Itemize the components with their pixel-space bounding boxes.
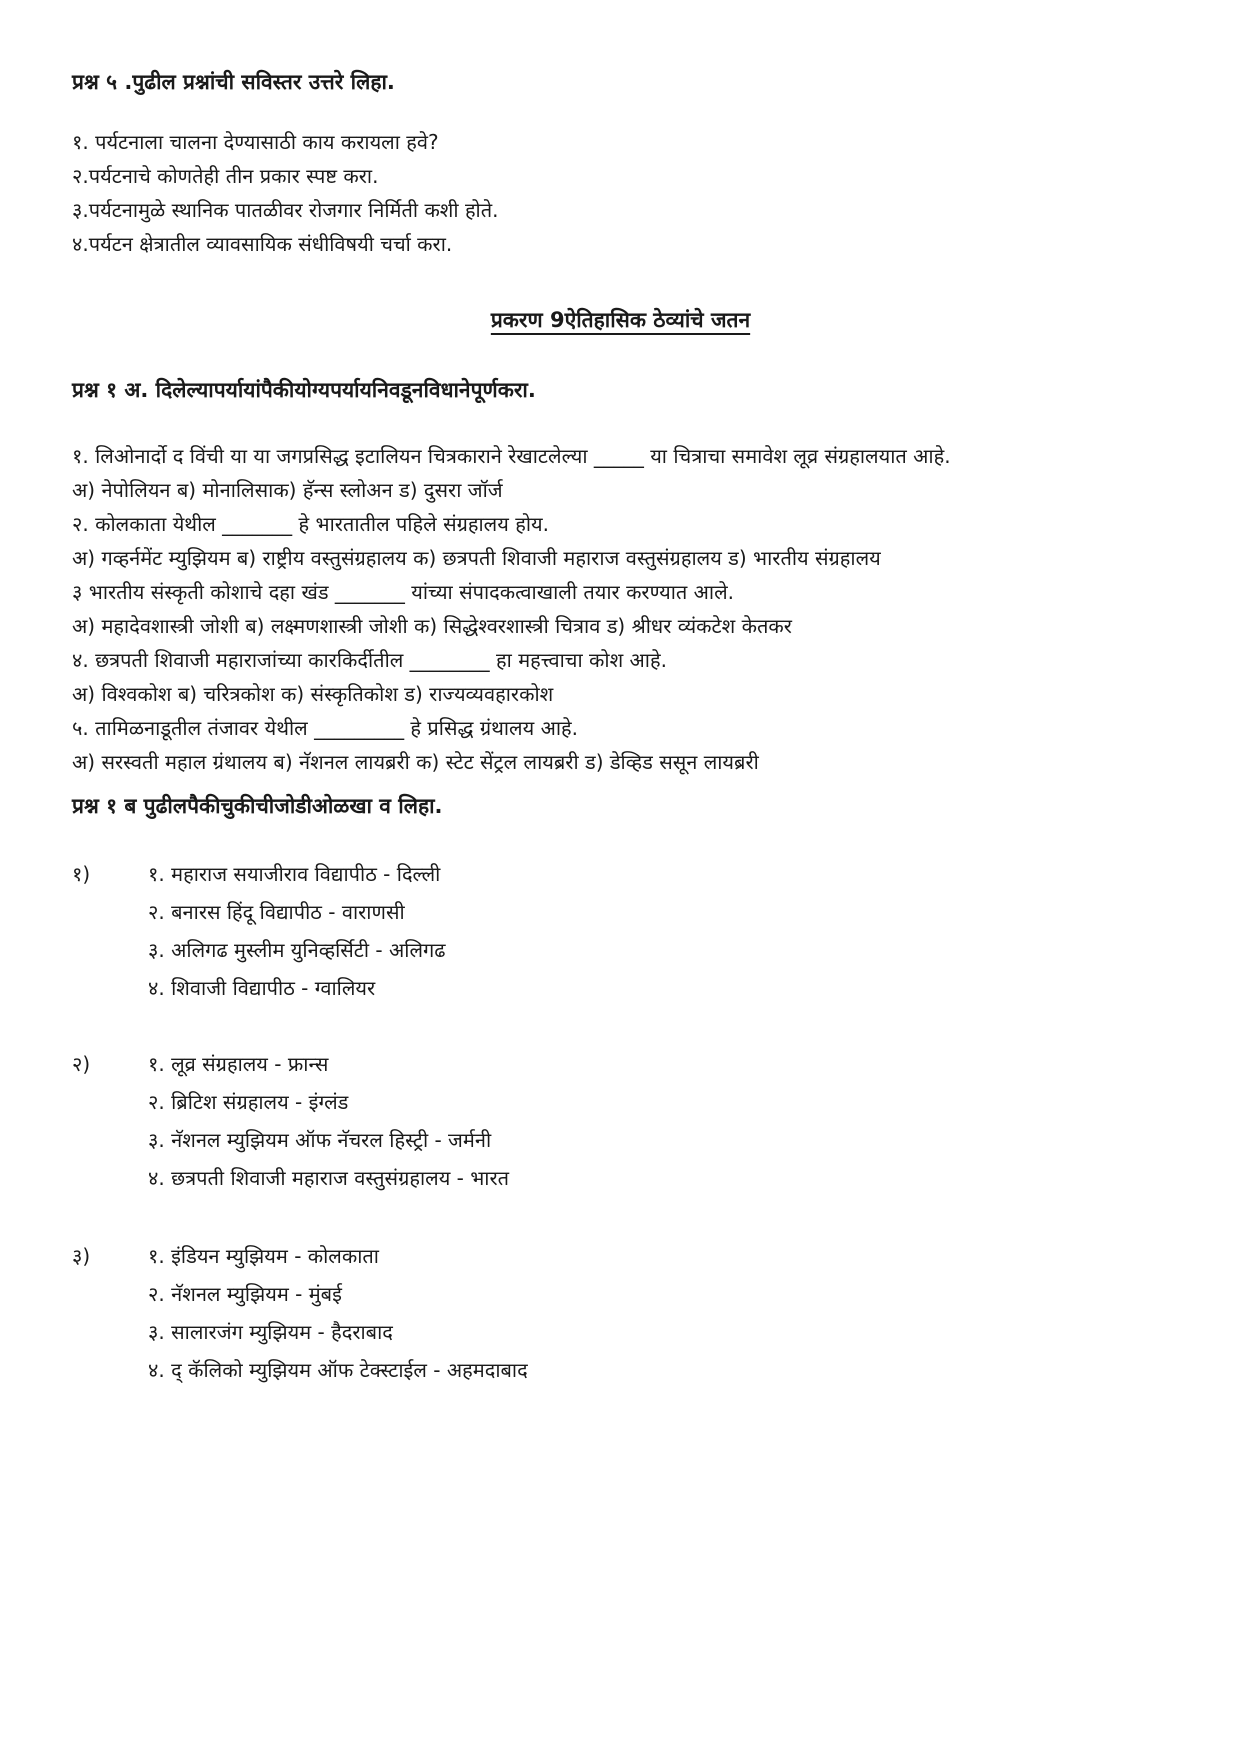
q5-heading: प्रश्न ५ .पुढील प्रश्नांची सविस्तर उत्तरे लिहा. [72, 70, 395, 94]
q1b-group-1-item-2: २. बनारस हिंदू विद्यापीठ - वाराणसी [148, 900, 405, 924]
q5-item-1: १. पर्यटनाला चालना देण्यासाठी काय करायला हवे? [72, 130, 439, 154]
q1b-group-2-item-3: ३. नॅशनल म्युझियम ऑफ नॅचरल हिस्ट्री - जर्मनी [148, 1128, 492, 1152]
q1b-group-2-item-2: २. ब्रिटिश संग्रहालय - इंग्लंड [148, 1090, 349, 1114]
q1b-group-1-item-1: १. महाराज सयाजीराव विद्यापीठ - दिल्ली [148, 862, 441, 886]
q5-item-4: ४.पर्यटन क्षेत्रातील व्यावसायिक संधीविषयी चर्चा करा. [72, 232, 453, 256]
q1a-heading: प्रश्न १ अ. दिलेल्यापर्यायांपैकीयोग्यपर्यायनिवडूनविधानेपूर्णकरा. [72, 378, 536, 402]
q1a-line-7: ४. छत्रपती शिवाजी महाराजांच्या कारकिर्दीतील ________ हा महत्त्वाचा कोश आहे. [72, 648, 667, 672]
q1a-line-5: ३ भारतीय संस्कृती कोशाचे दहा खंड _______ यांच्या संपादकत्वाखाली तयार करण्यात आले. [72, 580, 735, 604]
q1a-line-2: अ) नेपोलियन ब) मोनालिसाक) हॅन्स स्लोअन ड) दुसरा जॉर्ज [72, 478, 503, 502]
chapter-title [0, 304, 1241, 336]
q1b-group-2-item-4: ४. छत्रपती शिवाजी महाराज वस्तुसंग्रहालय - भारत [148, 1166, 510, 1190]
q1b-group-3-number: ३) [72, 1244, 91, 1268]
q1a-line-9: ५. तामिळनाडूतील तंजावर येथील _________ हे प्रसिद्ध ग्रंथालय आहे. [72, 716, 578, 740]
q1a-line-6: अ) महादेवशास्त्री जोशी ब) लक्ष्मणशास्त्री जोशी क) सिद्धेश्वरशास्त्री चित्राव ड) श्रीधर व्यंकटेश केतकर [72, 614, 792, 638]
q1a-line-1: १. लिओनार्दो द विंची या या जगप्रसिद्ध इटालियन चित्रकाराने रेखाटलेल्या _____ या चित्राचा समावेश लूव्र संग्रहालयात आहे. [72, 444, 951, 468]
q1b-heading: प्रश्न १ ब पुढीलपैकीचुकीचीजोडीओळखा व लिहा. [72, 794, 443, 818]
q1a-line-8: अ) विश्वकोश ब) चरित्रकोश क) संस्कृतिकोश ड) राज्यव्यवहारकोश [72, 682, 554, 706]
q1b-group-1-item-3: ३. अलिगढ मुस्लीम युनिव्हर्सिटी - अलिगढ [148, 938, 446, 962]
q5-item-3: ३.पर्यटनामुळे स्थानिक पातळीवर रोजगार निर्मिती कशी होते. [72, 198, 499, 222]
q1b-group-3-item-3: ३. सालारजंग म्युझियम - हैदराबाद [148, 1320, 393, 1344]
q1b-group-3-item-1: १. इंडियन म्युझियम - कोलकाता [148, 1244, 379, 1268]
q1b-group-1-number: १) [72, 862, 91, 886]
chapter-title-text: प्रकरण 9ऐतिहासिक ठेव्यांचे जतन [490, 308, 751, 332]
q1a-line-4: अ) गव्हर्नमेंट म्युझियम ब) राष्ट्रीय वस्तुसंग्रहालय क) छत्रपती शिवाजी महाराज वस्तुसंग्रहालय ड) भारतीय संग्रहालय [72, 546, 881, 570]
q1b-group-1-item-4: ४. शिवाजी विद्यापीठ - ग्वालियर [148, 976, 376, 1000]
q1a-line-3: २. कोलकाता येथील _______ हे भारतातील पहिले संग्रहालय होय. [72, 512, 549, 536]
q1b-group-2-item-1: १. लूव्र संग्रहालय - फ्रान्स [148, 1052, 329, 1076]
q1b-group-3-item-4: ४. द् कॅलिको म्युझियम ऑफ टेक्स्टाईल - अहमदाबाद [148, 1358, 528, 1382]
q5-item-2: २.पर्यटनाचे कोणतेही तीन प्रकार स्पष्ट करा. [72, 164, 379, 188]
q1b-group-3-item-2: २. नॅशनल म्युझियम - मुंबई [148, 1282, 342, 1306]
q1b-group-2-number: २) [72, 1052, 91, 1076]
q1a-line-10: अ) सरस्वती महाल ग्रंथालय ब) नॅशनल लायब्ररी क) स्टेट सेंट्रल लायब्ररी ड) डेव्हिड ससून लायब्ररी [72, 750, 759, 774]
